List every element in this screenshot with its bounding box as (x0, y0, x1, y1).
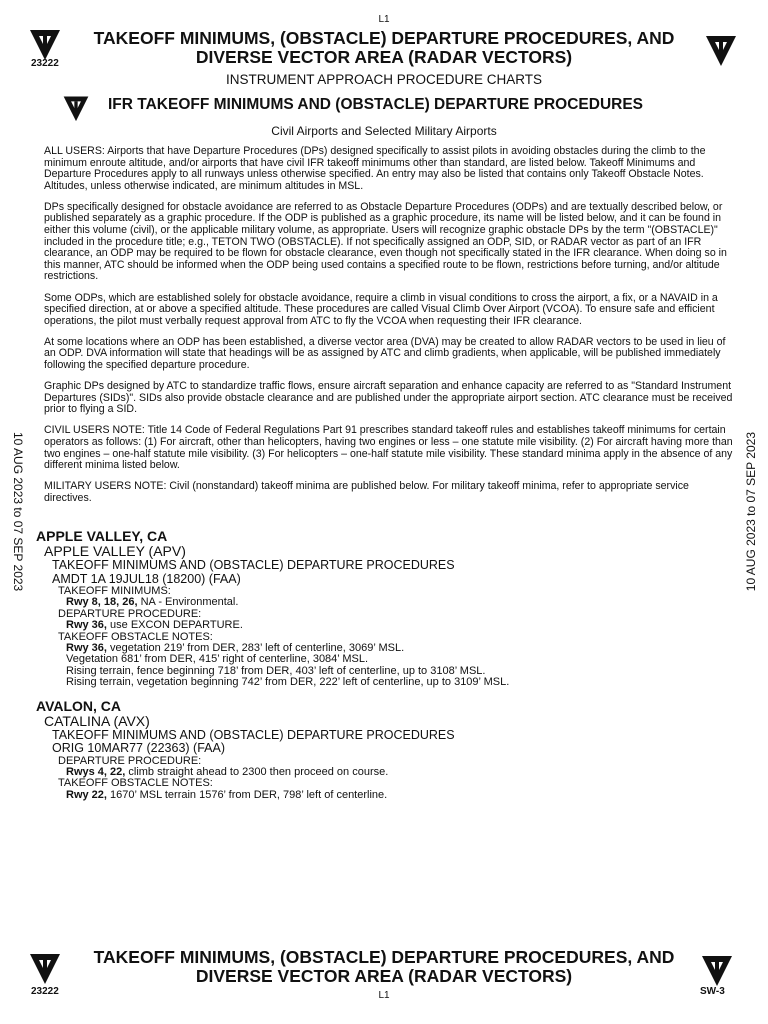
section-title: IFR TAKEOFF MINIMUMS AND (OBSTACLE) DEPARTURE PROCEDURES (108, 96, 644, 113)
intro-text (44, 146, 734, 514)
takeoff-minimums-symbol-icon (28, 26, 62, 62)
procedure-title: TAKEOFF MINIMUMS AND (OBSTACLE) DEPARTURE PROCEDURES (52, 558, 455, 572)
volume-code-bottom: 23222 (31, 986, 59, 997)
effective-dates-right: 10 AUG 2023 to 07 SEP 2023 (744, 432, 758, 592)
procedure-line: Rising terrain, vegetation beginning 742’ from DER, 222’ left of centerline, up to 3109’ MSL. (66, 676, 510, 689)
page-title-line1: TAKEOFF MINIMUMS, (OBSTACLE) DEPARTURE PROCEDURES, AND (93, 28, 675, 48)
page-title-line2: DIVERSE VECTOR AREA (RADAR VECTORS) (195, 47, 573, 67)
airport-list (36, 528, 726, 810)
volume-code-top: 23222 (31, 58, 59, 69)
airport-city: AVALON, CA (36, 697, 122, 714)
procedure-text: NA - Environmental. (137, 596, 239, 609)
takeoff-minimums-symbol-icon (28, 950, 62, 986)
procedure-amendment: AMDT 1A 19JUL18 (18200) (FAA) (52, 571, 241, 586)
procedure-amendment: ORIG 10MAR77 (22363) (FAA) (52, 741, 225, 756)
airport-name: APPLE VALLEY (APV) (44, 543, 186, 559)
procedure-line: Vegetation 681’ from DER, 415’ right of centerline, 3084’ MSL. (66, 653, 369, 666)
paragraph-civil-users-note: CIVIL USERS NOTE: Title 14 Code of Federal Regulations Part 91 prescribes standard takeoff rules and establishes takeoff minimums for certain operators as follows: (1) For aircraft, other than helicopters, having two engines or less – one statute mile visibility. (2) For aircraft having more than two engines – one-half statute mile visibility. (3) For helicopters – one-half statute mile visibility. These standard minima apply in the absence of any different minima listed below. (44, 424, 733, 472)
page-number-top: L1 (378, 14, 390, 25)
procedure-text: climb straight ahead to 2300 then proceed on course. (125, 766, 389, 779)
airport-name: CATALINA (AVX) (44, 712, 150, 729)
paragraph-all-users: ALL USERS: Airports that have Departure Procedures (DPs) designed specifically to assist pilots in avoiding obstacles during the climb to the minimum enroute altitude, and/or airports that have civil IFR takeoff minimums other than standard, are listed below. Takeoff Minimums and Departure Procedures apply to all runways unless otherwise specified. An entry may also be listed that contains only Takeoff Obstacle Notes. Altitudes, unless otherwise indicated, are minimum altitudes in MSL. (44, 145, 706, 192)
takeoff-minimums-symbol-icon (704, 32, 738, 68)
page-number-bottom: L1 (378, 990, 390, 1001)
airport-city: APPLE VALLEY, CA (36, 528, 168, 544)
section-code: SW-3 (700, 986, 725, 997)
effective-dates-left: 10 AUG 2023 to 07 SEP 2023 (11, 432, 25, 592)
section-label: DEPARTURE PROCEDURE: (58, 754, 202, 767)
airport-entry-avalon (36, 698, 726, 802)
section-subtitle: Civil Airports and Selected Military Airports (271, 124, 497, 138)
runway-label: Rwy 36, (66, 619, 107, 632)
takeoff-minimums-symbol-icon (700, 952, 734, 988)
paragraph-vcoa: Some ODPs, which are established solely for obstacle avoidance, require a climb in visual conditions to cross the airport, a fix, or a NAVAID in a specified direction, at or above a specified altitude. These procedures are called Visual Climb Over Airport (VCOA). To ensure safe and efficient operations, the pilot must verbally request approval from ATC to fly the VCOA when requesting their IFR clearance. (44, 291, 718, 327)
section-label: DEPARTURE PROCEDURE: (58, 607, 202, 620)
page-title-bottom (70, 948, 698, 986)
section-label: TAKEOFF MINIMUMS: (58, 585, 171, 597)
runway-label: Rwys 4, 22, (66, 766, 126, 779)
section-label: TAKEOFF OBSTACLE NOTES: (58, 777, 213, 790)
airport-entry-apple-valley (36, 528, 726, 689)
procedure-line (66, 620, 726, 631)
paragraph-dva: At some locations where an ODP has been established, a diverse vector area (DVA) may be created to allow RADAR vectors to be used in lieu of an ODP. DVA information will state that headings will be as assigned by ATC and climb gradients, when applicable, will be published immediately following the specified departure procedure. (44, 335, 726, 371)
paragraph-odp: DPs specifically designed for obstacle avoidance are referred to as Obstacle Departure Procedures (ODPs) and are textually described below, or published separately as a graphic procedure. If the ODP is published as a graphic procedure, its name will be listed below, and it can be found in either this volume (civil), or the applicable military volume, as appropriate. Users will recognize graphic obstacle DPs by the term "(OBSTACLE)" included in the procedure title; e.g., TETON TWO (OBSTACLE). If not specifically assigned an ODP, SID, or RADAR vector as part of an IFR clearance, an ODP may be required to be flown for obstacle clearance, even though not specifically stated in the IFR clearance. When doing so in this manner, ATC should be informed when the ODP being used contains a specified route to be flown, restrictions before turning, and/or altitude restrictions. (44, 200, 727, 283)
paragraph-sids: Graphic DPs designed by ATC to standardize traffic flows, ensure aircraft separation and enhance capacity are referred to as "Standard Instrument Departures (SIDs)". SIDs also provide obstacle clearance and are published under the appropriate airport section. ATC clearance must be received prior to flying a SID. (44, 380, 733, 416)
procedure-line: Rising terrain, fence beginning 718’ from DER, 403’ left of centerline, up to 3108’ MSL. (66, 664, 486, 677)
page-title-line2: DIVERSE VECTOR AREA (RADAR VECTORS) (195, 966, 573, 986)
page-title-line1: TAKEOFF MINIMUMS, (OBSTACLE) DEPARTURE PROCEDURES, AND (93, 947, 675, 967)
chart-series-subtitle: INSTRUMENT APPROACH PROCEDURE CHARTS (225, 72, 543, 87)
procedure-title: TAKEOFF MINIMUMS AND (OBSTACLE) DEPARTURE PROCEDURES (52, 727, 455, 742)
runway-label: Rwy 8, 18, 26, (66, 596, 138, 609)
takeoff-minimums-symbol-icon (62, 93, 90, 123)
runway-label: Rwy 22, (66, 788, 107, 801)
procedure-line (66, 790, 726, 801)
paragraph-military-users-note: MILITARY USERS NOTE: Civil (nonstandard) takeoff minima are published below. For military takeoff minima, refer to appropriate service directives. (44, 480, 689, 504)
procedure-text: vegetation 219’ from DER, 283’ left of centerline, 3069’ MSL. (106, 642, 405, 655)
procedure-text: use EXCON DEPARTURE. (106, 619, 243, 632)
page-title-top (70, 29, 698, 67)
procedure-text: 1670’ MSL terrain 1576’ from DER, 798’ left of centerline. (106, 788, 388, 801)
section-label: TAKEOFF OBSTACLE NOTES: (58, 630, 213, 643)
runway-label: Rwy 36, (66, 642, 107, 655)
